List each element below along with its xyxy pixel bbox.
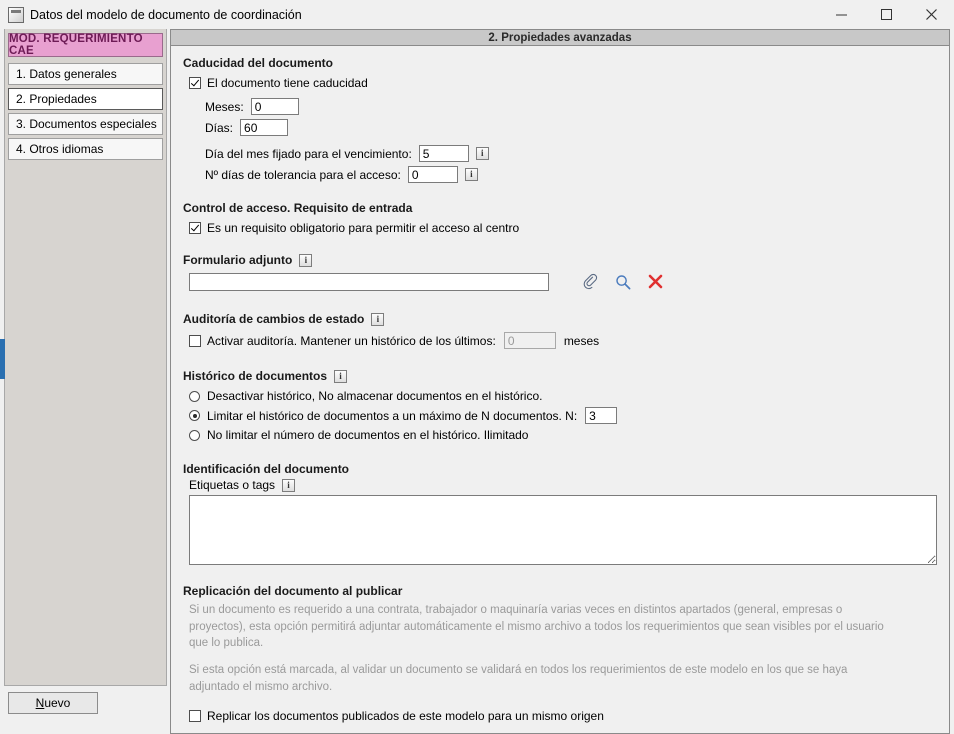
- input-dias[interactable]: [240, 119, 288, 136]
- sidebar-item-label: 1. Datos generales: [16, 67, 117, 81]
- formulario-adjunto-row: [189, 271, 937, 292]
- field-row-dias: [205, 119, 937, 136]
- zoom-icon[interactable]: [610, 271, 635, 292]
- checkbox-replicar-documentos[interactable]: [189, 710, 201, 722]
- input-dia-mes-vencimiento[interactable]: [419, 145, 469, 162]
- section-title-formulario: Formulario adjunto: [183, 253, 293, 267]
- info-icon[interactable]: i: [282, 479, 295, 492]
- checkbox-row-caducidad[interactable]: [189, 76, 937, 90]
- checkbox-label-replicar-documentos: Replicar los documentos publicados de este modelo para un mismo origen: [207, 709, 604, 724]
- info-icon[interactable]: i: [299, 254, 312, 267]
- tags-label-row: [189, 478, 937, 492]
- textarea-etiquetas-tags[interactable]: [189, 495, 937, 565]
- sidebar-item-label: 3. Documentos especiales: [16, 117, 157, 131]
- sidebar-item-label: 4. Otros idiomas: [16, 142, 104, 156]
- input-formulario-adjunto[interactable]: [189, 273, 549, 291]
- tags-field-wrapper: [189, 492, 937, 568]
- input-auditoria-meses[interactable]: [504, 332, 556, 349]
- input-historico-n[interactable]: [585, 407, 617, 424]
- input-meses[interactable]: [251, 98, 299, 115]
- sidebar-item-datos-generales[interactable]: [8, 63, 163, 85]
- panel-body: [170, 46, 950, 734]
- radio-row-no-limitar-historico[interactable]: [189, 428, 937, 442]
- sidebar-item-otros-idiomas[interactable]: [8, 138, 163, 160]
- info-icon[interactable]: i: [371, 313, 384, 326]
- window-title: Datos del modelo de documento de coordinación: [30, 7, 302, 22]
- main-panel: [170, 29, 950, 724]
- section-title-caducidad: Caducidad del documento: [183, 56, 334, 70]
- radio-row-desactivar-historico[interactable]: [189, 389, 937, 403]
- checkbox-label-activar-auditoria: Activar auditoría. Mantener un histórico de los últimos:: [207, 333, 496, 348]
- checkbox-requisito-obligatorio[interactable]: [189, 222, 201, 234]
- section-title-row-auditoria: [183, 312, 937, 326]
- nuevo-button-label: uevo: [44, 696, 71, 710]
- info-icon[interactable]: i: [476, 147, 489, 160]
- note-replicacion-1: Si un documento es requerido a una contrata, trabajador o maquinaría varias veces en distintos apartados (general, empresas o proyectos), esta opción permitirá adjuntar automáticamente el mismo archivo a todos los requerimientos que sean visibles por el usuario que lo publica.: [189, 604, 884, 650]
- field-row-tolerancia: [205, 166, 937, 183]
- section-title-historico: Histórico de documentos: [183, 369, 328, 383]
- radio-label-desactivar-historico: Desactivar histórico, No almacenar documentos en el histórico.: [207, 389, 543, 403]
- label-auditoria-meses-suffix: meses: [563, 333, 600, 348]
- formulario-toolbar: [577, 271, 668, 292]
- checkbox-label-caducidad: El documento tiene caducidad: [207, 76, 368, 90]
- radio-label-no-limitar-historico: No limitar el número de documentos en el histórico. Ilimitado: [207, 428, 529, 442]
- radio-no-limitar-historico[interactable]: [189, 430, 200, 441]
- note-replicacion-2: Si esta opción está marcada, al validar un documento se validará en todos los requerimientos de este modelo en los que se haya adjuntado el mismo archivo.: [189, 664, 848, 693]
- sidebar-scroll-marker: [0, 339, 5, 379]
- sidebar-header: MOD. REQUERIMIENTO CAE: [8, 33, 163, 57]
- section-title-identificacion: Identificación del documento: [183, 462, 350, 476]
- checkbox-label-requisito-obligatorio: Es un requisito obligatorio para permitir el acceso al centro: [207, 221, 520, 235]
- radio-row-limitar-historico[interactable]: [189, 407, 937, 424]
- label-dias: Días:: [205, 120, 234, 135]
- sidebar-item-propiedades[interactable]: [8, 88, 163, 110]
- delete-icon[interactable]: [643, 271, 668, 292]
- sidebar-item-label: 2. Propiedades: [16, 92, 97, 106]
- input-dias-tolerancia[interactable]: [408, 166, 458, 183]
- panel-title: 2. Propiedades avanzadas: [170, 29, 950, 46]
- section-title-row-historico: [183, 369, 937, 383]
- section-title-replicacion: Replicación del documento al publicar: [183, 584, 403, 598]
- sidebar-item-documentos-especiales[interactable]: [8, 113, 163, 135]
- info-icon[interactable]: i: [465, 168, 478, 181]
- nuevo-button[interactable]: N uevo: [8, 692, 98, 714]
- sidebar: [4, 29, 167, 686]
- label-etiquetas-tags: Etiquetas o tags: [189, 478, 276, 492]
- field-row-meses: [205, 98, 937, 115]
- label-meses: Meses:: [205, 99, 244, 114]
- radio-desactivar-historico[interactable]: [189, 391, 200, 402]
- radio-label-limitar-historico: Limitar el histórico de documentos a un máximo de N documentos. N:: [207, 408, 578, 423]
- attach-icon[interactable]: [577, 271, 602, 292]
- field-row-dia-mes: [205, 145, 937, 162]
- info-icon[interactable]: i: [334, 370, 347, 383]
- title-bar: [0, 0, 954, 29]
- section-title-auditoria: Auditoría de cambios de estado: [183, 312, 365, 326]
- section-title-control-acceso: Control de acceso. Requisito de entrada: [183, 201, 413, 215]
- checkbox-row-replicar[interactable]: [189, 709, 937, 723]
- close-button[interactable]: [909, 0, 954, 29]
- window-icon: [8, 7, 24, 23]
- minimize-button[interactable]: [819, 0, 864, 29]
- checkbox-documento-tiene-caducidad[interactable]: [189, 77, 201, 89]
- section-title-row-formulario: [183, 253, 937, 267]
- label-dias-tolerancia: Nº días de tolerancia para el acceso:: [205, 167, 401, 182]
- auditoria-row: [189, 332, 937, 349]
- checkbox-activar-auditoria[interactable]: [189, 335, 201, 347]
- checkbox-row-requisito-obligatorio[interactable]: [189, 221, 937, 235]
- radio-limitar-historico[interactable]: [189, 410, 200, 421]
- label-dia-mes-vencimiento: Día del mes fijado para el vencimiento:: [205, 146, 412, 161]
- maximize-button[interactable]: [864, 0, 909, 29]
